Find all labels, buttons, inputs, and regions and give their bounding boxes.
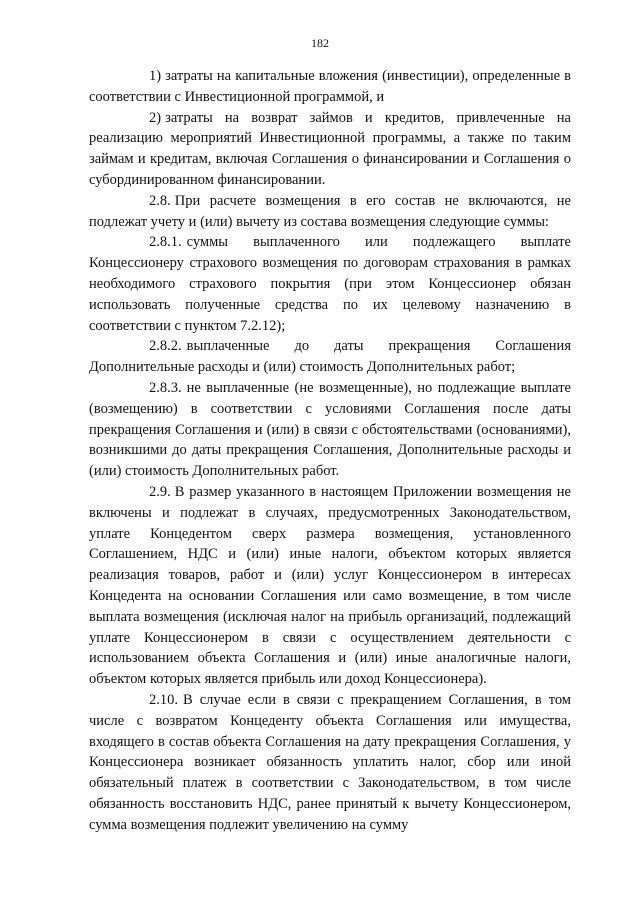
item-number: 1): [149, 68, 162, 84]
document-body: [89, 66, 571, 835]
clause-text: В размер указанного в настоящем Приложении возмещения не включены и подлежат в случаях, предусмотренных Законодательством, уплате Концедентом сверх размера возмещения, установленного Соглашением, НДС и (или) иные налоги, объектом которых является реализация товаров, работ и (или) услуг Концессионером в интересах Концедента на основании Соглашения или само возмещение, в том числе выплата возмещения (исключая налог на прибыль организаций, подлежащий уплате Концессионером в связи с осуществлением деятельности с использованием объекта Соглашения и (или) иные аналогичные налоги, объектом которых является прибыль или доход Концессионера).: [89, 483, 571, 688]
clause-2-10: [89, 690, 571, 836]
clause-2-8: [89, 191, 571, 233]
clause-number: 2.8.: [149, 192, 171, 209]
item-text: затраты на капитальные вложения (инвестиции), определенные в соответствии с Инвестиционной программой, и: [89, 68, 571, 105]
clause-number: 2.8.3.: [149, 379, 182, 396]
clause-text: не выплаченные (не возмещенные), но подлежащие выплате (возмещению) в соответствии с условиями Соглашения после даты прекращения Соглашения и (или) в связи с обстоятельствами (основаниями), возникшими до даты прекращения Соглашения, Дополнительные расходы и (или) стоимость Дополнительных работ.: [89, 379, 571, 480]
clause-text: При расчете возмещения в его состав не включаются, не подлежат учету и (или) вычету из состава возмещения следующие суммы:: [89, 192, 571, 230]
item-number: 2): [149, 109, 162, 126]
list-item-1: [89, 66, 571, 108]
clause-number: 2.8.1.: [149, 234, 182, 251]
clause-2-8-2: [89, 336, 571, 378]
clause-number: 2.10.: [149, 691, 178, 708]
page-number: 182: [311, 36, 329, 50]
clause-text: суммы выплаченного или подлежащего выплате Концессионеру страхового возмещения по договорам страхования в рамках необходимого страхового покрытия (при этом Концессионер обязан использовать полученные средства по их целевому назначению в соответствии с пунктом 7.2.12);: [89, 234, 571, 334]
item-text: затраты на возврат займов и кредитов, привлеченные на реализацию мероприятий Инвестиционной программы, а также по таким займам и кредитам, включая Соглашения о финансировании и Соглашения о субординированном финансировании.: [89, 109, 571, 188]
clause-number: 2.9.: [149, 483, 171, 500]
list-item-2: [89, 108, 571, 191]
clause-number: 2.8.2.: [149, 338, 182, 355]
clause-text: В случае если в связи с прекращением Соглашения, в том числе с возвратом Концеденту объекта Соглашения или имущества, входящего в состав объекта Соглашения на дату прекращения Соглашения, у Концессионера возникает обязанность уплатить налог, сбор или иной обязательный платеж в соответствии с Законодательством, в том числе обязанность восстановить НДС, ранее принятый к вычету Концессионером, сумма возмещения подлежит увеличению на сумму: [89, 691, 571, 833]
clause-2-8-1: [89, 232, 571, 336]
clause-2-8-3: [89, 378, 571, 482]
clause-2-9: [89, 482, 571, 690]
clause-text: выплаченные до даты прекращения Соглашения Дополнительные расходы и (или) стоимость Дополнительных работ;: [89, 338, 571, 376]
